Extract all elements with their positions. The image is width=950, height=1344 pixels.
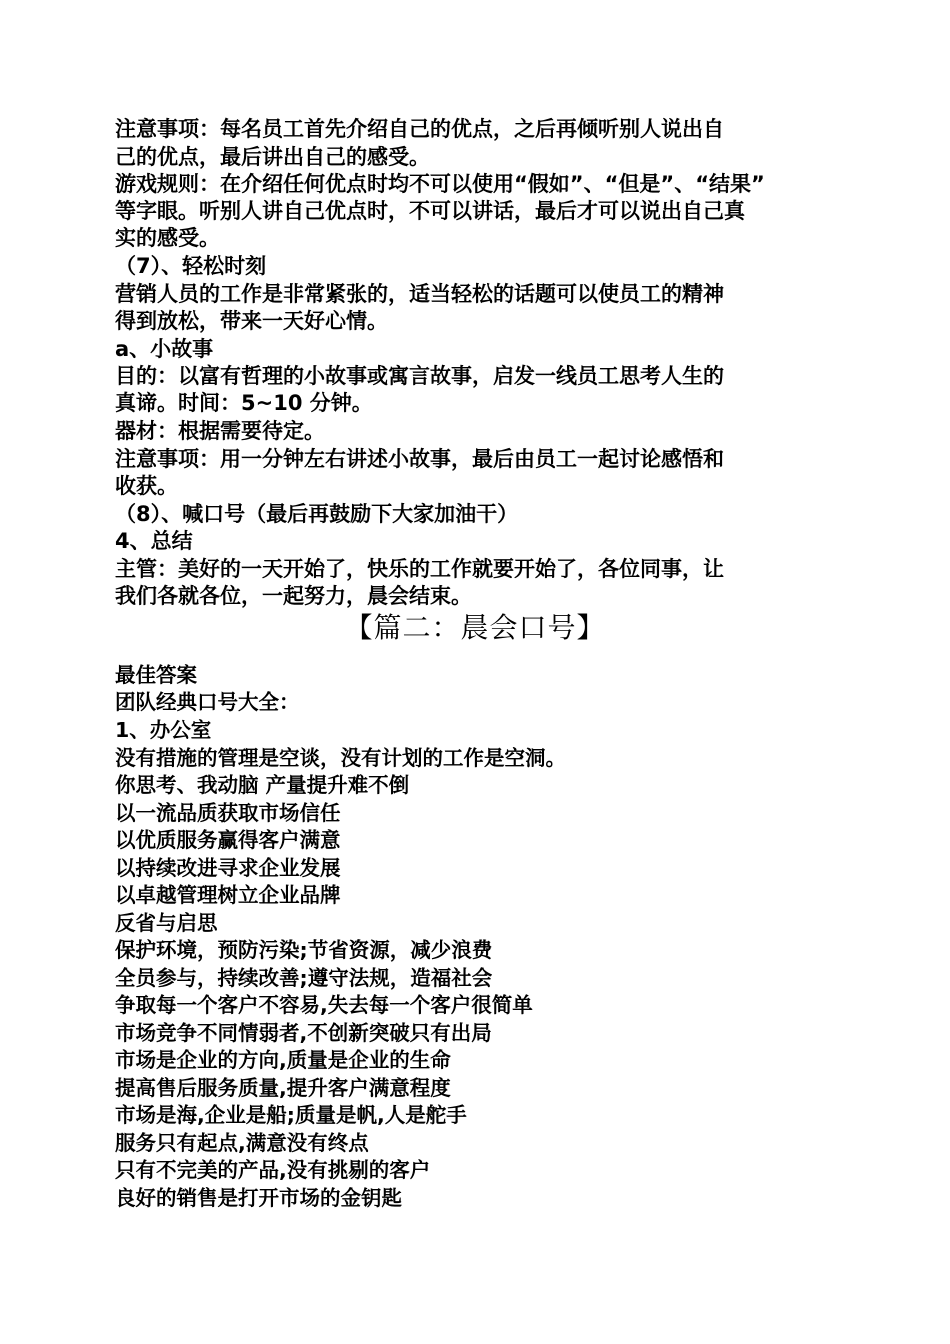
text-line: 注意事项：每名员工首先介绍自己的优点，之后再倾听别人说出自	[115, 117, 724, 141]
text-line: a、小故事	[115, 337, 214, 361]
text-line: 1、办公室	[115, 718, 212, 742]
text-line: 得到放松，带来一天好心情。	[115, 309, 388, 333]
text-line: 真谛。时间：5~10 分钟。	[115, 391, 373, 415]
text-line: 目的：以富有哲理的小故事或寓言故事，启发一线员工思考人生的	[115, 364, 724, 388]
text-line: 营销人员的工作是非常紧张的，适当轻松的话题可以使员工的精神	[115, 282, 724, 306]
text-line: 己的优点，最后讲出自己的感受。	[115, 145, 430, 169]
text-line: 等字眼。听别人讲自己优点时，不可以讲话，最后才可以说出自己真	[115, 199, 745, 223]
section-title: 【篇二：晨会口号】	[344, 611, 606, 644]
text-line: 4、总结	[115, 529, 193, 553]
slogan-item: 只有不完美的产品,没有挑剔的客户	[115, 1158, 431, 1182]
slogan-item: 市场是海,企业是船;质量是帆,人是舵手	[115, 1103, 467, 1127]
slogan-item: 反省与启思	[115, 911, 218, 935]
text-line: 器材：根据需要待定。	[115, 419, 325, 443]
text-line: 游戏规则：在介绍任何优点时均不可以使用“假如”、“但是”、“结果”	[115, 172, 765, 196]
slogan-item: 以一流品质获取市场信任	[115, 801, 341, 825]
text-line: 实的感受。	[115, 226, 220, 250]
slogan-item: 提高售后服务质量,提升客户满意程度	[115, 1076, 451, 1100]
text-line: 我们各就各位，一起努力，晨会结束。	[115, 584, 472, 608]
text-line: 收获。	[115, 474, 178, 498]
text-line: 主管：美好的一天开始了，快乐的工作就要开始了，各位同事，让	[115, 557, 724, 581]
slogan-item: 以持续改进寻求企业发展	[115, 856, 341, 880]
slogan-item: 服务只有起点,满意没有终点	[115, 1131, 369, 1155]
slogan-item: 保护环境，预防污染;节省资源，减少浪费	[115, 938, 493, 962]
slogan-item: 以卓越管理树立企业品牌	[115, 883, 341, 907]
slogan-item: 良好的销售是打开市场的金钥匙	[115, 1186, 402, 1210]
text-line: （7）、轻松时刻	[115, 254, 267, 278]
slogan-item: 市场竞争不同情弱者,不创新突破只有出局	[115, 1021, 492, 1045]
text-line: 团队经典口号大全：	[115, 690, 300, 714]
slogan-item: 市场是企业的方向,质量是企业的生命	[115, 1048, 451, 1072]
slogan-item: 全员参与，持续改善;遵守法规，造福社会	[115, 966, 493, 990]
text-line: （8）、喊口号（最后再鼓励下大家加油干）	[115, 502, 519, 526]
text-line: 注意事项：用一分钟左右讲述小故事，最后由员工一起讨论感悟和	[115, 447, 724, 471]
slogan-item: 争取每一个客户不容易,失去每一个客户很简单	[115, 993, 533, 1017]
slogan-item: 没有措施的管理是空谈，没有计划的工作是空洞。	[115, 746, 566, 770]
slogan-item: 你思考、我动脑 产量提升难不倒	[115, 773, 410, 797]
text-line: 最佳答案	[115, 663, 197, 687]
slogan-item: 以优质服务赢得客户满意	[115, 828, 341, 852]
